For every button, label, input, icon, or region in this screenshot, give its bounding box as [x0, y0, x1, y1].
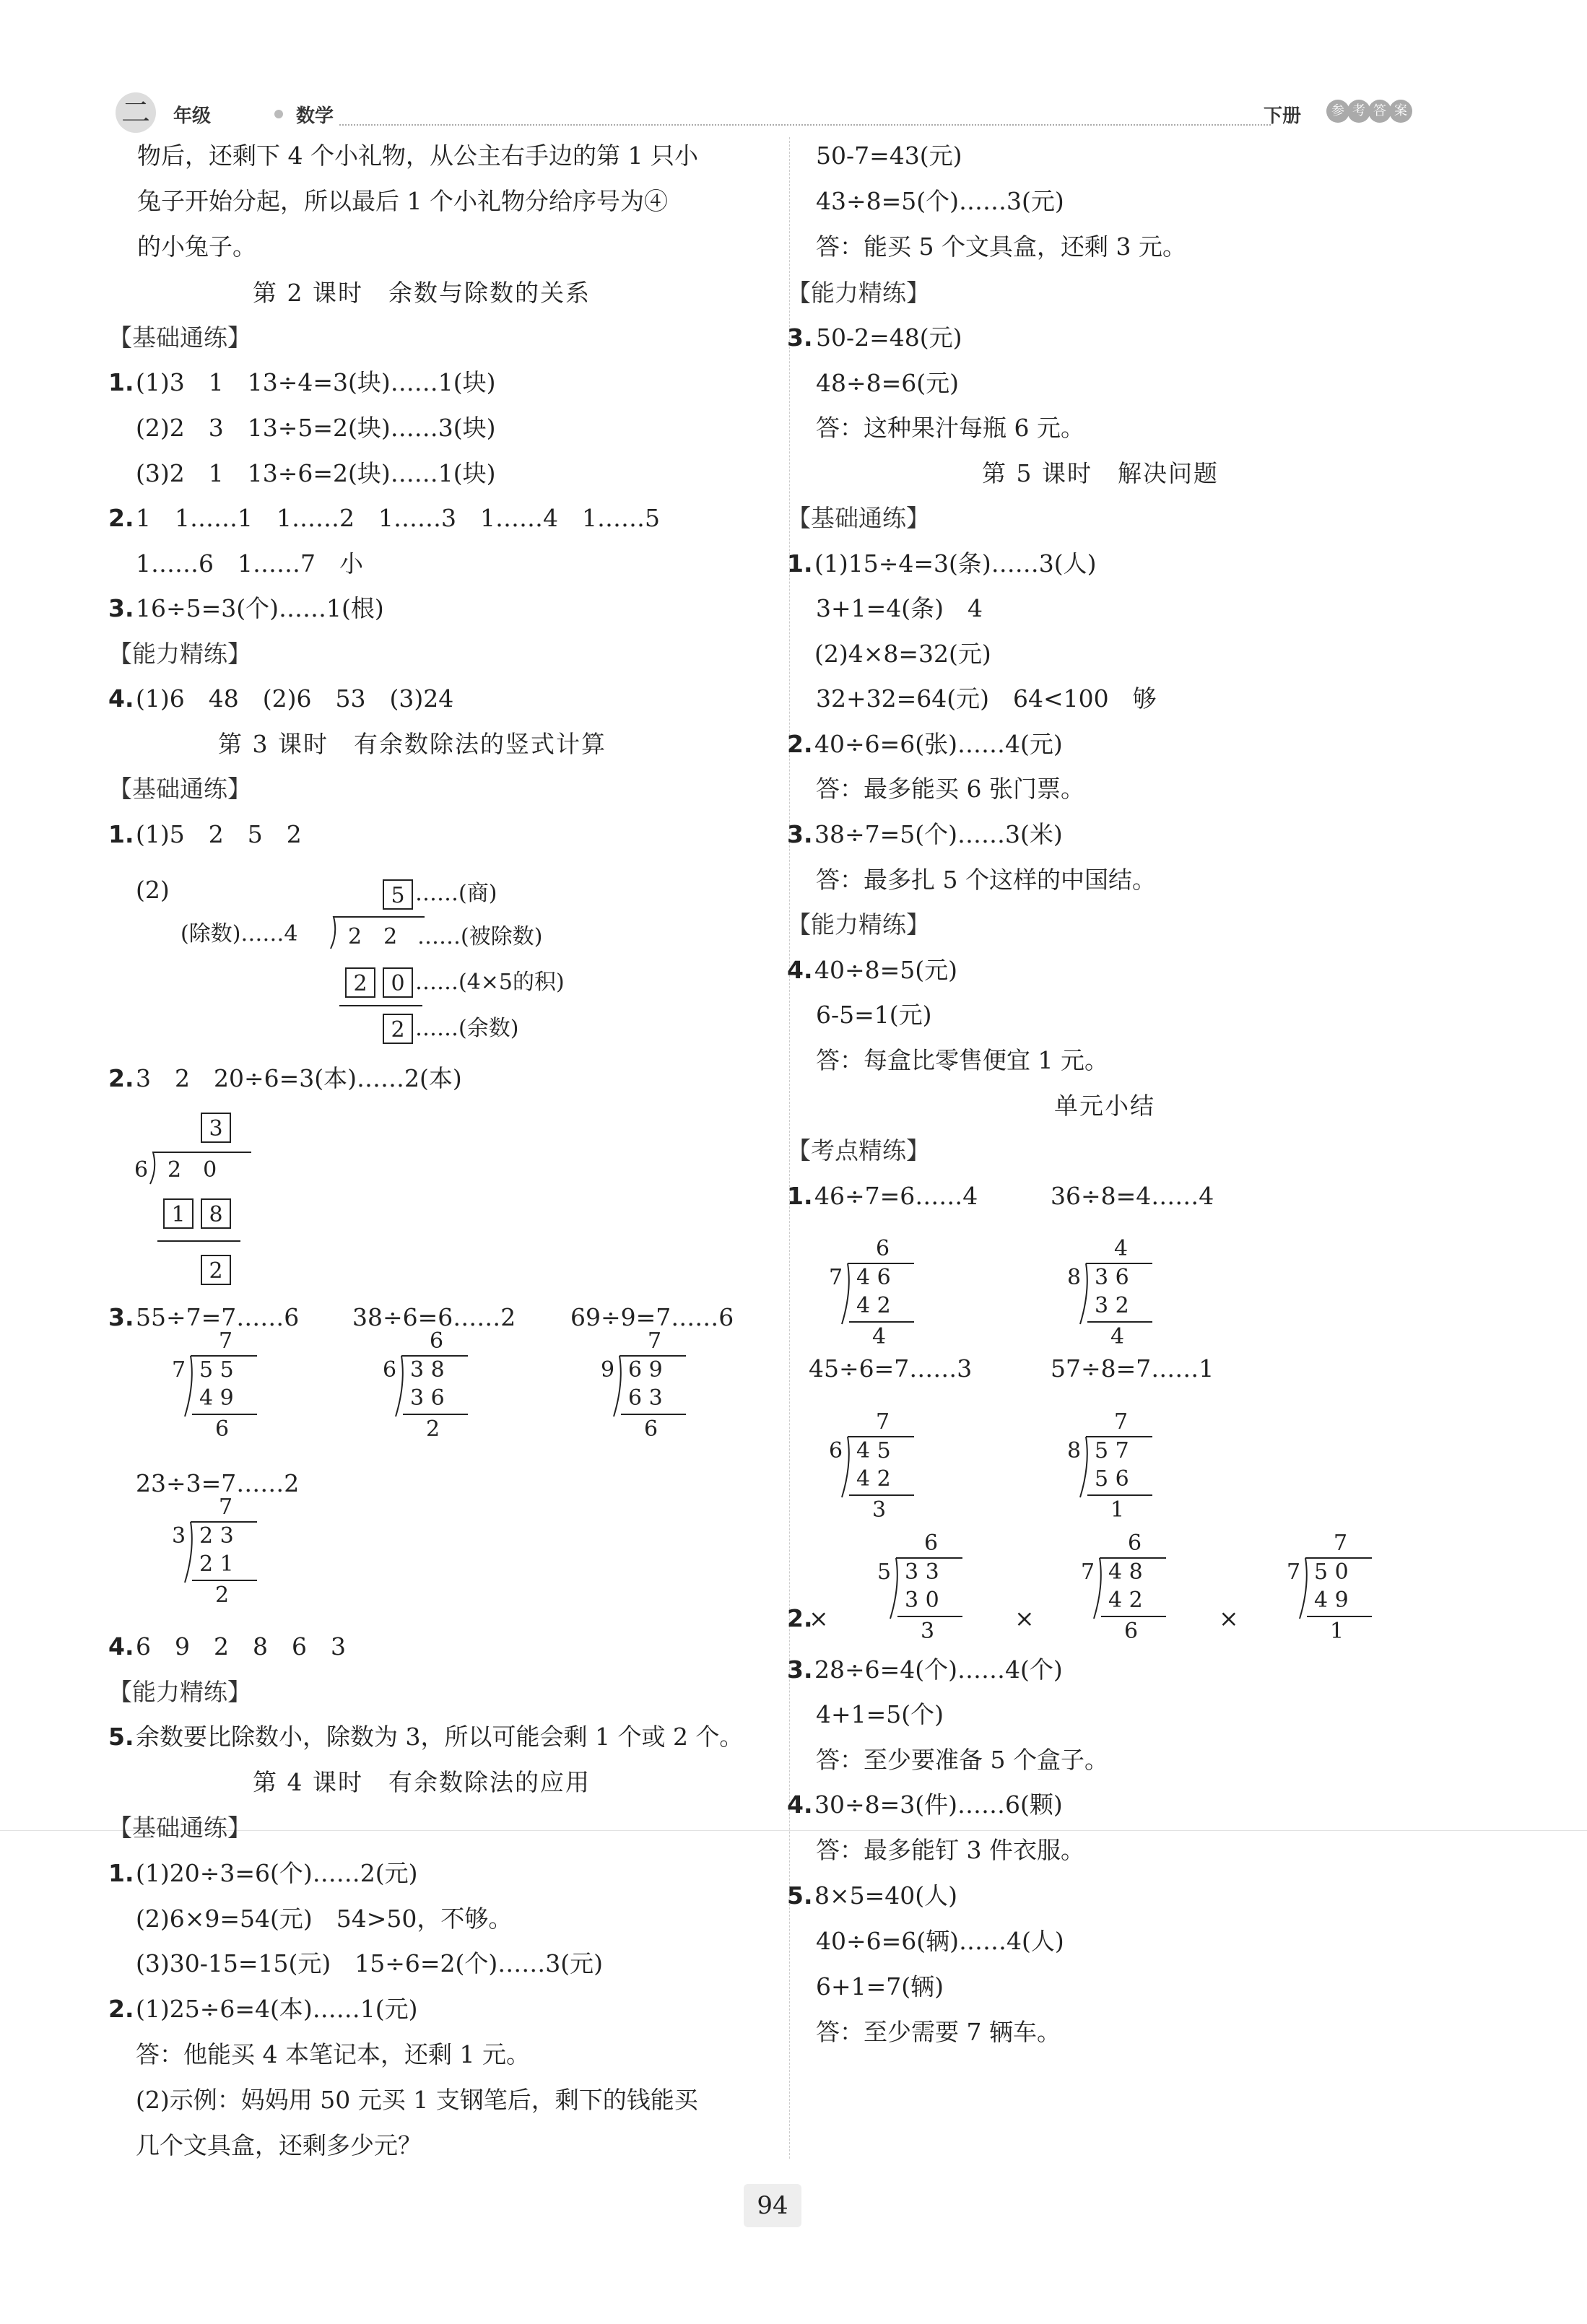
- dividend: 2 2: [348, 924, 398, 949]
- equation: 23÷3=7……2: [136, 1469, 300, 1497]
- label-divisor: (除数)……4: [181, 921, 298, 946]
- answer-line: 答：最多能钉 3 件衣服。: [816, 1836, 1084, 1864]
- answer-line: 6-5=1(元): [816, 1001, 932, 1029]
- dividend: 4 6: [856, 1265, 891, 1290]
- dividend: 3 3: [905, 1559, 939, 1585]
- quotient-box: 3: [201, 1113, 231, 1143]
- answer-line: 16÷5=3(个)……1(根): [136, 594, 384, 622]
- divisor: 8: [1067, 1265, 1082, 1290]
- divisor: 7: [172, 1357, 186, 1383]
- answer-line: 1……6 1……7 小: [136, 549, 363, 578]
- dividend: 3 6: [1095, 1265, 1129, 1290]
- division-rule: [1101, 1616, 1166, 1617]
- answer-line: 余数要比除数小，除数为 3，所以可能会剩 1 个或 2 个。: [136, 1723, 744, 1751]
- answer-line: 28÷6=4(个)……4(个): [814, 1655, 1063, 1684]
- label-quotient: ……(商): [415, 881, 497, 906]
- question-number: 2.: [787, 730, 813, 758]
- divisor: 6: [134, 1157, 149, 1183]
- volume-label: 下册: [1264, 105, 1302, 127]
- question-number: 4.: [787, 956, 813, 984]
- answer-line: 4+1=5(个): [816, 1700, 944, 1728]
- lesson-title: 第 2 课时 余数与除数的关系: [253, 279, 591, 307]
- lesson-title: 第 4 课时 有余数除法的应用: [253, 1768, 591, 1796]
- product: 4 9: [199, 1385, 234, 1411]
- answer-line: 48÷8=6(元): [816, 369, 960, 397]
- question-number: 1.: [787, 549, 813, 578]
- dividend: 6 9: [628, 1357, 663, 1383]
- answer-line: (2)4×8=32(元): [814, 640, 991, 668]
- quotient: 6: [924, 1531, 939, 1556]
- section-label: 【考点精练】: [787, 1136, 930, 1165]
- question-number: 4.: [108, 684, 134, 713]
- dividend: 2 3: [199, 1523, 234, 1549]
- answer-line: 43÷8=5(个)……3(元): [816, 187, 1064, 215]
- answer-line: (1)25÷6=4(本)……1(元): [136, 1995, 418, 2023]
- answer-line: (3)30-15=15(元) 15÷6=2(个)……3(元): [136, 1949, 604, 1977]
- question-number: 1.: [108, 1859, 134, 1887]
- answer-line: (1)20÷3=6(个)……2(元): [136, 1859, 418, 1887]
- division-rule: [157, 1240, 240, 1242]
- page-number: 94: [744, 2184, 801, 2227]
- answer-line: 答：能买 5 个文具盒，还剩 3 元。: [816, 232, 1186, 261]
- equation: 57÷8=7……1: [1051, 1354, 1214, 1383]
- division-rule: [1307, 1616, 1372, 1617]
- label-dividend: ……(被除数): [417, 924, 543, 949]
- quotient: 6: [430, 1328, 444, 1354]
- quotient: 7: [876, 1409, 890, 1435]
- cross-mark: ×: [1219, 1604, 1239, 1632]
- product-box: 0: [383, 967, 413, 998]
- answer-line: 答：他能买 4 本笔记本，还剩 1 元。: [136, 2040, 530, 2068]
- question-number: 3.: [108, 594, 134, 622]
- section-label: 【基础通练】: [108, 1814, 251, 1842]
- division-rule: [1087, 1321, 1152, 1323]
- answer-line: (1)6 48 (2)6 53 (3)24: [136, 684, 454, 713]
- remainder: 6: [644, 1416, 658, 1442]
- summary-title: 单元小结: [1054, 1092, 1155, 1120]
- divisor: 7: [1081, 1559, 1095, 1585]
- product: 6 3: [628, 1385, 663, 1411]
- remainder: 2: [215, 1583, 230, 1608]
- quotient: 7: [1334, 1531, 1348, 1556]
- section-label: 【能力精练】: [108, 640, 251, 668]
- answer-line: 50-7=43(元): [816, 142, 962, 170]
- product: 4 2: [1108, 1588, 1143, 1613]
- page-header: [108, 92, 1430, 136]
- remainder: 1: [1330, 1619, 1344, 1644]
- dividend: 4 8: [1108, 1559, 1143, 1585]
- question-number: 2.: [108, 1995, 134, 2023]
- intro-line: 物后，还剩下 4 个小礼物，从公主右手边的第 1 只小: [137, 142, 698, 170]
- answer-line: 8×5=40(人): [814, 1881, 958, 1910]
- divisor: 6: [383, 1357, 397, 1383]
- answer-tag-char: 答: [1368, 100, 1391, 123]
- divisor: 7: [1287, 1559, 1301, 1585]
- answer-tag-char: 案: [1389, 100, 1412, 123]
- question-number: 3.: [787, 323, 813, 352]
- intro-line: 的小兔子。: [137, 232, 256, 261]
- answer-line: 40÷6=6(张)……4(元): [814, 730, 1063, 758]
- question-number: 4.: [108, 1632, 134, 1661]
- division-rule: [1087, 1494, 1152, 1496]
- answer-line: 答：最多扎 5 个这样的中国结。: [816, 866, 1156, 894]
- quotient: 7: [219, 1328, 233, 1354]
- answer-line: 几个文具盒，还剩多少元？: [136, 2131, 422, 2159]
- product: 4 9: [1314, 1588, 1349, 1613]
- quotient: 6: [876, 1236, 890, 1261]
- answer-line: 40÷6=6(辆)……4(人): [816, 1927, 1064, 1955]
- answer-line: 32+32=64(元) 64<100 够: [816, 684, 1157, 713]
- answer-tag: [1329, 100, 1412, 123]
- section-label: 【基础通练】: [108, 775, 251, 803]
- label-product: ……(4×5的积): [415, 970, 565, 995]
- remainder: 3: [921, 1619, 935, 1644]
- separator-dot: [274, 110, 283, 118]
- dividend: 5 5: [199, 1357, 234, 1383]
- answer-line: 6 9 2 8 6 3: [136, 1632, 346, 1661]
- dividend: 4 5: [856, 1438, 891, 1463]
- dividend: 5 0: [1314, 1559, 1349, 1585]
- answer-line: (2)6×9=54(元) 54>50，不够。: [136, 1905, 513, 1933]
- question-number: 2.: [108, 504, 134, 532]
- product: 4 2: [856, 1466, 891, 1492]
- question-number: 3.: [108, 1303, 134, 1331]
- equation: 36÷8=4……4: [1051, 1182, 1214, 1210]
- divisor: 8: [1067, 1438, 1082, 1463]
- quotient: 7: [1114, 1409, 1129, 1435]
- answer-line: 40÷8=5(元): [814, 956, 958, 984]
- quotient: 4: [1114, 1236, 1129, 1261]
- question-number: 5.: [108, 1723, 134, 1751]
- quotient: 7: [219, 1494, 233, 1520]
- answer-line: 答：至少需要 7 辆车。: [816, 2018, 1061, 2046]
- answer-line: 3+1=4(条) 4: [816, 594, 983, 622]
- subject-label: 数学: [296, 105, 334, 127]
- cross-mark: ×: [1014, 1604, 1035, 1632]
- remainder: 6: [215, 1416, 230, 1442]
- divisor: 7: [829, 1265, 843, 1290]
- question-number: 1.: [787, 1182, 813, 1210]
- question-number: 3.: [787, 820, 813, 848]
- quotient: 7: [648, 1328, 662, 1354]
- equation: 38÷6=6……2: [352, 1303, 516, 1331]
- label-remainder: ……(余数): [415, 1016, 519, 1041]
- section-label: 【能力精练】: [787, 279, 930, 307]
- remainder-box: 2: [383, 1014, 413, 1044]
- product: 4 2: [856, 1293, 891, 1318]
- remainder: 2: [426, 1416, 440, 1442]
- answer-line: (2): [136, 876, 170, 904]
- divisor: 6: [829, 1438, 843, 1463]
- divisor: 3: [172, 1523, 186, 1549]
- answer-line: (3)2 1 13÷6=2(块)……1(块): [136, 459, 496, 487]
- product: 3 0: [905, 1588, 939, 1613]
- answer-line: 答：最多能买 6 张门票。: [816, 775, 1084, 803]
- answer-line: 50-2=48(元): [816, 323, 962, 352]
- division-rule: [897, 1616, 962, 1617]
- remainder: 3: [872, 1497, 887, 1523]
- dividend: 3 8: [410, 1357, 445, 1383]
- section-label: 【能力精练】: [108, 1678, 251, 1706]
- answer-line: 答：这种果汁每瓶 6 元。: [816, 414, 1084, 442]
- product: 2 1: [199, 1551, 234, 1577]
- section-label: 【能力精练】: [787, 910, 930, 939]
- remainder: 4: [1110, 1324, 1125, 1349]
- divisor: 5: [877, 1559, 892, 1585]
- quotient: 6: [1128, 1531, 1142, 1556]
- lesson-title: 第 5 课时 解决问题: [982, 459, 1219, 487]
- division-rule: [621, 1414, 686, 1415]
- grade-label: 年级: [173, 105, 212, 127]
- answer-line: 30÷8=3(件)……6(颗): [814, 1790, 1063, 1819]
- answer-line: (2)2 3 13÷5=2(块)……3(块): [136, 414, 496, 442]
- product: 3 6: [410, 1385, 445, 1411]
- product-box: 1: [163, 1198, 194, 1229]
- question-number: 2.: [787, 1604, 813, 1632]
- answer-line: 3 2 20÷6=3(本)……2(本): [136, 1064, 462, 1092]
- answer-line: 1 1……1 1……2 1……3 1……4 1……5: [136, 504, 660, 532]
- answer-line: (1)5 2 5 2: [136, 820, 302, 848]
- answer-tag-char: 参: [1326, 100, 1349, 123]
- answer-line: 6+1=7(辆): [816, 1972, 944, 2001]
- answer-line: (1)3 1 13÷4=3(块)……1(块): [136, 368, 496, 396]
- equation: 55÷7=7……6: [136, 1303, 300, 1331]
- question-number: 1.: [108, 820, 134, 848]
- question-number: 3.: [787, 1655, 813, 1684]
- product: 5 6: [1095, 1466, 1129, 1492]
- intro-line: 兔子开始分起，所以最后 1 个小礼物分给序号为④: [137, 187, 668, 215]
- section-label: 【基础通练】: [787, 504, 930, 532]
- cross-mark: ×: [809, 1604, 829, 1632]
- division-rule: [339, 1005, 422, 1006]
- division-rule: [192, 1580, 257, 1581]
- division-rule: [849, 1494, 914, 1496]
- remainder: 6: [1124, 1619, 1139, 1644]
- remainder: 4: [872, 1324, 887, 1349]
- answer-line: (2)示例：妈妈用 50 元买 1 支钢笔后，剩下的钱能买: [136, 2086, 698, 2114]
- question-number: 4.: [787, 1790, 813, 1819]
- quotient-box: 5: [383, 879, 413, 910]
- section-label: 【基础通练】: [108, 323, 251, 352]
- question-number: 2.: [108, 1064, 134, 1092]
- division-rule: [403, 1414, 468, 1415]
- product: 3 2: [1095, 1293, 1129, 1318]
- grade-badge: 二: [116, 92, 156, 133]
- answer-tag-char: 考: [1347, 100, 1370, 123]
- product-box: 2: [345, 967, 375, 998]
- answer-line: 答：至少要准备 5 个盒子。: [816, 1746, 1108, 1774]
- dividend: 5 7: [1095, 1438, 1129, 1463]
- remainder: 1: [1110, 1497, 1125, 1523]
- answer-line: 38÷7=5(个)……3(米): [814, 820, 1063, 848]
- question-number: 5.: [787, 1881, 813, 1910]
- product-box: 8: [201, 1198, 231, 1229]
- division-rule: [192, 1414, 257, 1415]
- equation: 46÷7=6……4: [814, 1182, 978, 1210]
- division-rule: [849, 1321, 914, 1323]
- lesson-title: 第 3 课时 有余数除法的竖式计算: [218, 730, 606, 758]
- answer-line: 答：每盒比零售便宜 1 元。: [816, 1046, 1108, 1074]
- remainder-box: 2: [201, 1255, 231, 1285]
- answer-line: (1)15÷4=3(条)……3(人): [814, 549, 1097, 578]
- equation: 69÷9=7……6: [570, 1303, 734, 1331]
- divisor: 9: [601, 1357, 615, 1383]
- question-number: 1.: [108, 368, 134, 396]
- equation: 45÷6=7……3: [809, 1354, 973, 1383]
- dividend: 2 0: [168, 1157, 217, 1183]
- header-rule: [339, 124, 1271, 126]
